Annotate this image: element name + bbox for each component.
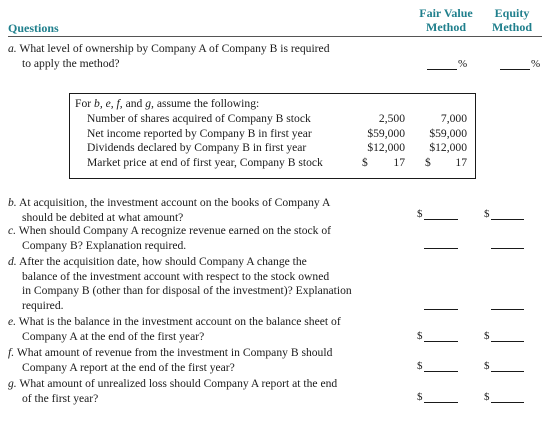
question-b-line1: At acquisition, the investment account on the books of Company A: [18, 196, 331, 209]
assumption-label: Dividends declared by Company B in first year: [87, 141, 307, 155]
header-fair-value-method: [410, 6, 482, 34]
assumptions-intro-and: and: [122, 97, 146, 110]
header-equity-line2: Method: [492, 20, 532, 34]
assumptions-intro-vars: b, e, f,: [94, 97, 123, 110]
question-a: [8, 42, 398, 71]
assumption-eq-dividends: $12,000: [429, 141, 467, 155]
question-g-line1: What amount of unrealized loss should Company A report at the end: [19, 377, 338, 390]
question-c-line2: Company B? Explanation required.: [22, 238, 187, 252]
header-questions: Questions: [8, 21, 59, 35]
assumption-row-market-price: [87, 156, 387, 171]
answer-a-equity-suffix: %: [531, 58, 541, 70]
question-c-line1: When should Company A recognize revenue earned on the stock of: [18, 224, 332, 237]
assumption-fv-shares: 2,500: [378, 112, 405, 125]
assumption-label: Market price at end of first year, Company B stock: [87, 155, 323, 169]
question-a-label: a.: [8, 42, 17, 55]
answer-f-fair-value-prefix: $: [417, 360, 423, 372]
answer-f-equity-blank[interactable]: [491, 371, 524, 372]
answer-e-equity-prefix: $: [484, 330, 490, 342]
answer-b-fair-value-blank[interactable]: [424, 219, 458, 220]
question-e-line1: What is the balance in the investment account on the balance sheet of: [18, 315, 341, 328]
header-fair-value-line1: Fair Value: [419, 6, 473, 20]
answer-e-equity-blank[interactable]: [491, 341, 524, 342]
question-f-line2: Company A report at the end of the first year?: [22, 360, 235, 374]
answer-f-fair-value-blank[interactable]: [424, 371, 458, 372]
header-fair-value-line2: Method: [426, 20, 466, 34]
assumption-label: Number of shares acquired of Company B stock: [87, 112, 311, 125]
answer-f-equity-prefix: $: [484, 360, 490, 372]
question-d-line2: balance of the investment account with respect to the stock owned: [22, 269, 330, 283]
question-e-label: e.: [8, 315, 17, 328]
question-a-line2: to apply the method?: [22, 56, 120, 70]
question-d-line1: After the acquisition date, how should Company A change the: [18, 255, 307, 268]
assumption-eq-market-price: 17: [455, 155, 467, 169]
question-c: [8, 224, 398, 253]
assumption-eq-market-currency: $: [425, 155, 431, 169]
answer-g-fair-value-prefix: $: [417, 391, 423, 403]
assumption-row-dividends: [87, 141, 387, 156]
assumptions-intro-post: assume the following:: [153, 97, 260, 110]
question-b: [8, 196, 398, 225]
assumptions-intro: [75, 97, 259, 112]
assumption-row-net-income: [87, 127, 387, 142]
question-d-label: d.: [8, 255, 17, 268]
answer-g-fair-value-blank[interactable]: [424, 402, 458, 403]
answer-d-fair-value-blank[interactable]: [424, 309, 458, 310]
assumption-label: Net income reported by Company B in first year: [87, 126, 312, 140]
question-f-label: f.: [8, 346, 15, 359]
answer-c-fair-value-blank[interactable]: [424, 248, 458, 249]
answer-a-equity-blank[interactable]: [500, 69, 530, 70]
assumption-eq-shares: 7,000: [440, 112, 467, 125]
question-a-line1: What level of ownership by Company A of Company B is required: [19, 42, 330, 55]
answer-e-fair-value-prefix: $: [417, 330, 423, 342]
answer-a-fair-value-suffix: %: [458, 58, 468, 70]
question-e-line2: Company A at the end of the first year?: [22, 329, 205, 343]
answer-d-equity-blank[interactable]: [491, 309, 524, 310]
question-b-label: b.: [8, 196, 17, 209]
answer-b-equity-blank[interactable]: [491, 219, 524, 220]
answer-e-fair-value-blank[interactable]: [424, 341, 458, 342]
question-d-line3: in Company B (other than for disposal of the investment)? Explanation: [22, 284, 352, 298]
question-g-line2: of the first year?: [22, 391, 99, 405]
assumption-fv-net-income: $59,000: [367, 126, 405, 140]
answer-c-equity-blank[interactable]: [491, 248, 524, 249]
header-equity-line1: Equity: [494, 6, 530, 20]
question-f-line1: What amount of revenue from the investment in Company B should: [16, 346, 333, 359]
assumption-fv-market-price: 17: [393, 155, 405, 169]
question-b-line2: should be debited at what amount?: [22, 210, 184, 224]
assumptions-intro-g: g,: [145, 97, 154, 110]
answer-a-fair-value-blank[interactable]: [427, 69, 457, 70]
question-d: [8, 255, 398, 313]
answer-g-equity-blank[interactable]: [491, 402, 524, 403]
answer-g-equity-prefix: $: [484, 391, 490, 403]
assumption-eq-net-income: $59,000: [429, 126, 467, 140]
assumption-fv-dividends: $12,000: [367, 141, 405, 155]
assumption-row-shares: [87, 112, 467, 127]
question-f: [8, 346, 398, 375]
header-rule: [8, 36, 542, 37]
header-equity-method: [482, 6, 542, 34]
question-g: [8, 377, 398, 406]
answer-b-fair-value-prefix: $: [417, 208, 423, 220]
question-d-line4: required.: [22, 298, 64, 312]
question-e: [8, 315, 398, 344]
question-c-label: c.: [8, 224, 17, 237]
assumptions-intro-pre: For: [75, 97, 95, 110]
answer-b-equity-prefix: $: [484, 208, 490, 220]
assumption-fv-market-currency: $: [362, 155, 368, 169]
question-g-label: g.: [8, 377, 17, 390]
